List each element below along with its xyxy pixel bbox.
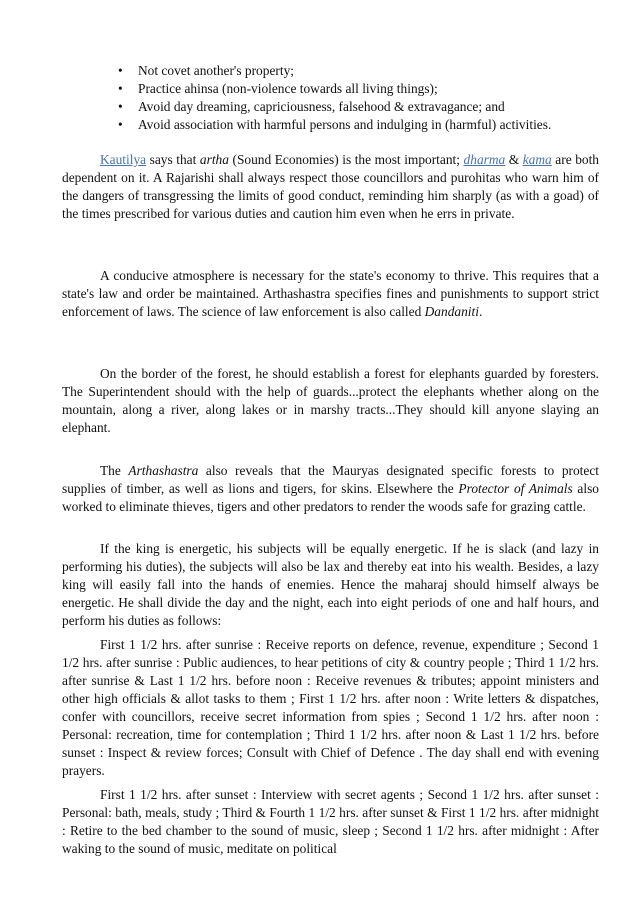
paragraph-law: A conducive atmosphere is necessary for the state's economy to thrive. This requires that a state's law and order be maintained. Arthashastra specifies fines and punishments to support strict enforcement of laws. The science of law enforcement is also called Dandaniti. <box>62 268 599 319</box>
bullet-text: Practice ahinsa (non-violence towards all living things); <box>138 81 438 96</box>
paragraph-forest: On the border of the forest, he should establish a forest for elephants guarded by foresters. The Superintendent should with the help of guards...protect the elephants whether along on the mountain, along a river, along lakes or in marshy tracts...They should kill anyone slaying an elephant. <box>62 366 599 435</box>
paragraph-night-schedule: First 1 1/2 hrs. after sunset : Interview with secret agents ; Second 1 1/2 hrs. after sunset : Personal: bath, meals, study ; Third & Fourth 1 1/2 hrs. after sunset & First 1 1/2 hrs. after midnight : Retire to the bed chamber to the sound of music, sleep ; Second 1 1/2 hrs. after midnight : After waking to the sound of music, meditate on political <box>62 787 599 856</box>
bullet-dot-icon: • <box>118 99 123 114</box>
paragraph-mauryas: The Arthashastra also reveals that the Mauryas designated specific forests to protect supplies of timber, as well as lions and tigers, for skins. Elsewhere the Protector of Animals also worked to eliminate thieves, tigers and other predators to render the woods safe for grazing cattle. <box>62 463 599 514</box>
paragraph-artha: Kautilya says that artha (Sound Economies) is the most important; dharma & kama are both dependent on it. A Rajarishi shall always respect those councillors and purohitas who warn him of the dangers of transgressing the limits of good conduct, reminding him sharply (as with a goad) of the times prescribed for various duties and caution him even when he errs in private. <box>62 152 599 221</box>
bullet-text: Not covet another's property; <box>138 63 294 78</box>
bullet-text: Avoid day dreaming, capriciousness, falsehood & extravagance; and <box>138 99 505 114</box>
dandaniti-term: Dandaniti <box>424 304 479 319</box>
conduct-bullet-list <box>118 62 568 134</box>
protector-term: Protector of Animals <box>458 481 573 496</box>
bullet-dot-icon: • <box>118 63 123 78</box>
bullet-dot-icon: • <box>118 81 123 96</box>
arthashastra-term: Arthashastra <box>128 463 199 478</box>
bullet-item <box>118 98 568 116</box>
bullet-item <box>118 80 568 98</box>
kama-link[interactable]: kama <box>522 152 552 167</box>
bullet-item <box>118 116 568 134</box>
paragraph-day-schedule: First 1 1/2 hrs. after sunrise : Receive reports on defence, revenue, expenditure ; Second 1 1/2 hrs. after sunrise : Public audiences, to hear petitions of city & country people ; Third 1 1/2 hrs. after sunrise & Last 1 1/2 hrs. before noon : Receive revenues & tributes; appoint ministers and other high officials & allot tasks to them ; First 1 1/2 hrs. after noon : Write letters & dispatches, confer with councillors, receive secret information from spies ; Second 1 1/2 hrs. after noon : Personal: recreation, time for contemplation ; Third 1 1/2 hrs. after noon & Last 1 1/2 hrs. before sunset : Inspect & review forces; Consult with Chief of Defence . The day shall end with evening prayers. <box>62 637 599 778</box>
bullet-text: Avoid association with harmful persons and indulging in (harmful) activities. <box>138 117 552 132</box>
bullet-dot-icon: • <box>118 117 123 132</box>
kautilya-link[interactable]: Kautilya <box>100 152 147 167</box>
artha-term: artha <box>199 152 229 167</box>
bullet-item <box>118 62 568 80</box>
paragraph-king: If the king is energetic, his subjects will be equally energetic. If he is slack (and lazy in performing his duties), the subjects will also be lax and thereby eat into his wealth. Besides, a lazy king will easily fall into the hands of enemies. Hence the maharaj should himself always be energetic. He shall divide the day and the night, each into eight periods of one and half hours, and perform his duties as follows: <box>62 541 599 628</box>
dharma-link[interactable]: dharma <box>463 152 506 167</box>
